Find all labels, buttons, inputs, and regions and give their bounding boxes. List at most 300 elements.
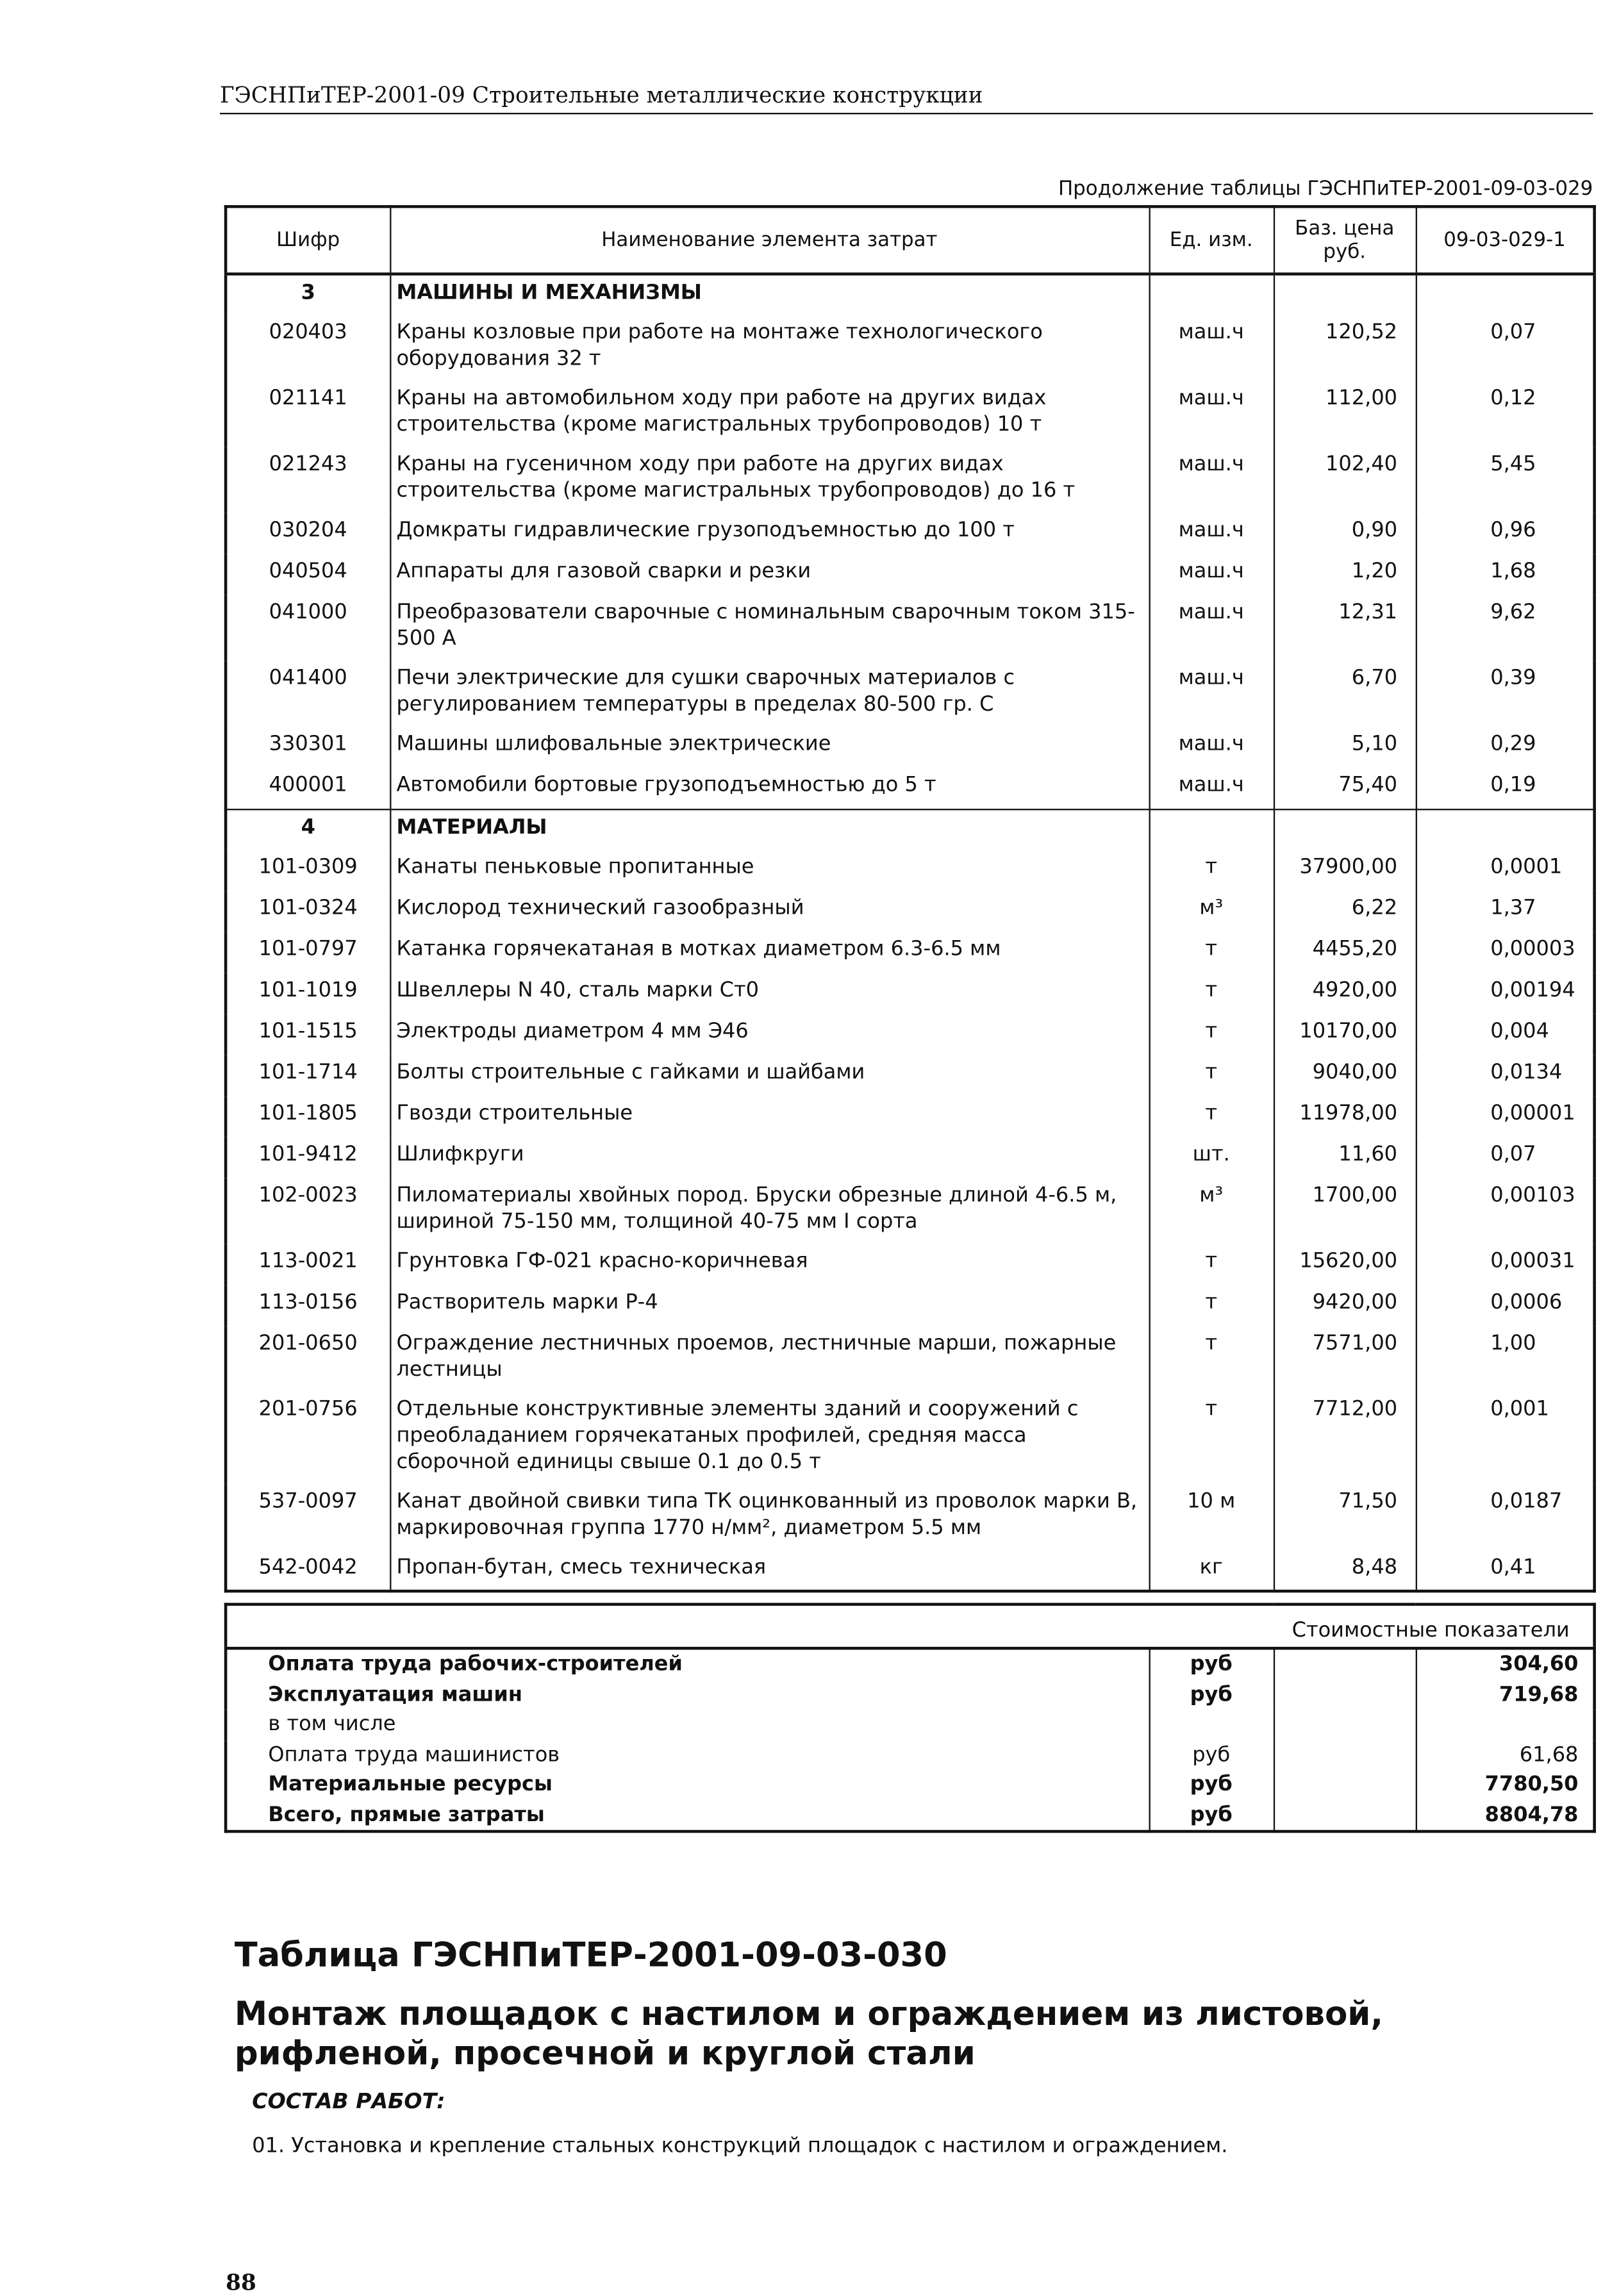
summary-price-cell [1274,1800,1416,1831]
cell-price-text: 11,60 [1338,1143,1398,1166]
table-row [226,1014,1594,1055]
cell-name-text: Краны на гусеничном ходу при работе на других видах строительства (кроме магистральных трубопроводов) до 16 т [396,452,1076,503]
cell-name [390,513,1149,554]
table-row [226,768,1594,809]
cell-name-text: МАТЕРИАЛЫ [396,815,547,839]
cell-unit-text: маш.ч [1178,666,1244,690]
cell-unit [1149,1244,1274,1285]
cell-unit [1149,1484,1274,1550]
cell-value-text: 0,004 [1490,1020,1549,1043]
cell-price-text: 9040,00 [1312,1061,1398,1084]
cell-unit-text: м³ [1199,896,1224,920]
cell-code-text: 041400 [269,666,347,690]
cell-unit [1149,1550,1274,1591]
cell-name [390,768,1149,809]
cell-value [1416,809,1595,850]
summary-unit-cell: руб [1149,1800,1274,1831]
cost-summary-table [224,1603,1596,1833]
cell-code [226,554,390,595]
cell-code [226,1178,390,1244]
cell-name-text: Канат двойной свивки типа ТК оцинкованный из проволок марки В, маркировочная группа 1770 н/мм², диаметром 5.5 мм [396,1490,1138,1540]
table-row [226,1137,1594,1178]
cell-price-text: 15620,00 [1299,1250,1398,1273]
table-row [226,1392,1594,1484]
cell-code-text: 101-1714 [258,1061,358,1084]
summary-row [226,1648,1594,1680]
cell-value-text: 0,00003 [1490,937,1575,961]
summary-label-cell: Оплата труда машинистов [268,1742,560,1767]
cell-price-text: 5,10 [1351,732,1398,756]
cell-value [1416,1137,1595,1178]
cell-unit [1149,850,1274,891]
cell-unit [1149,1392,1274,1484]
cell-value [1416,1484,1595,1550]
cell-code-text: 3 [301,281,315,305]
cell-value [1416,513,1595,554]
cell-value [1416,1392,1595,1484]
cell-code [226,381,390,447]
work-item: 01. Установка и крепление стальных конструкций площадок с настилом и ограждением. [252,2135,1228,2158]
cell-value [1416,274,1595,315]
table-row [226,661,1594,727]
cell-price-text: 71,50 [1338,1490,1398,1514]
cell-value-text: 0,0134 [1490,1061,1563,1084]
cell-unit [1149,768,1274,809]
cell-name-text: Швеллеры N 40, сталь марки Ст0 [396,979,759,1002]
cell-name [390,727,1149,768]
cell-code [226,1137,390,1178]
cell-value [1416,727,1595,768]
cell-value [1416,1178,1595,1244]
cell-unit [1149,1178,1274,1244]
cell-value [1416,1244,1595,1285]
cell-code [226,891,390,932]
summary-value-cell: 8804,78 [1416,1800,1595,1831]
cell-name-text: Пиломатериалы хвойных пород. Бруски обрезные длиной 4-6.5 м, шириной 75-150 мм, толщиной 40-75 мм I сорта [396,1184,1117,1234]
work-composition-label: СОСТАВ РАБОТ: [252,2090,445,2115]
cell-name-text: Краны козловые при работе на монтаже технологического оборудования 32 т [396,320,1043,371]
cell-name [390,447,1149,513]
cell-code-text: 101-0797 [258,937,358,961]
cell-code-text: 201-0756 [258,1398,358,1421]
cell-value-text: 0,0001 [1490,855,1563,879]
cell-code [226,1285,390,1326]
cell-price [1274,768,1416,809]
table-header-row [226,206,1594,274]
table-row [226,1326,1594,1392]
cell-code-text: 020403 [269,320,347,345]
cell-price-text: 10170,00 [1299,1020,1398,1043]
cell-value [1416,315,1595,381]
cell-value-text: 0,00103 [1490,1184,1575,1207]
cell-code-text: 101-0324 [258,896,358,920]
cell-unit-text: т [1205,1061,1218,1084]
summary-unit-cell [1149,1710,1274,1740]
summary-value-cell: 61,68 [1416,1740,1595,1770]
table-row [226,1055,1594,1096]
summary-price-cell [1274,1680,1416,1710]
cell-value [1416,554,1595,595]
cell-name-text: Машины шлифовальные электрические [396,732,831,756]
cell-value [1416,973,1595,1014]
cell-name-text: Пропан-бутан, смесь техническая [396,1556,767,1580]
cell-price [1274,932,1416,973]
summary-value-cell [1416,1710,1595,1740]
cell-price [1274,554,1416,595]
cell-price-text: 75,40 [1338,773,1398,797]
cell-value [1416,447,1595,513]
cell-unit [1149,513,1274,554]
cell-name-text: Ограждение лестничных проемов, лестничные марши, пожарные лестницы [396,1332,1117,1382]
cell-price-text: 12,31 [1338,600,1398,625]
cell-code-text: 4 [301,815,315,839]
cell-unit-text: т [1205,1250,1218,1273]
cell-code [226,661,390,727]
summary-label-cell: Всего, прямые затраты [268,1803,545,1826]
cell-unit-text: т [1205,1332,1218,1355]
header-unit: Ед. изм. [1149,206,1274,274]
cell-code [226,1484,390,1550]
cell-code-text: 101-0309 [258,855,358,879]
cell-value-text: 0,0006 [1490,1291,1563,1314]
cell-unit-text: т [1205,979,1218,1002]
cell-name [390,1178,1149,1244]
cell-price [1274,595,1416,661]
cell-price-text: 9420,00 [1312,1291,1398,1314]
cell-unit-text: 10 м [1187,1490,1236,1514]
resource-table [224,205,1596,1592]
cell-code-text: 330301 [269,732,347,756]
cell-unit [1149,1096,1274,1137]
cell-price [1274,1484,1416,1550]
summary-label-cell: Эксплуатация машин [268,1682,522,1706]
table-row [226,315,1594,381]
summary-label-cell: Оплата труда рабочих-строителей [268,1653,683,1676]
cell-code [226,1550,390,1591]
cell-value [1416,381,1595,447]
cell-code-text: 537-0097 [258,1490,358,1514]
cell-price [1274,1285,1416,1326]
cell-name [390,809,1149,850]
cell-unit [1149,1326,1274,1392]
table-row [226,727,1594,768]
cell-price [1274,315,1416,381]
cell-name [390,595,1149,661]
table-row [226,932,1594,973]
cell-name-text: Домкраты гидравлические грузоподъемностью до 100 т [396,518,1015,542]
cell-unit-text: м³ [1199,1184,1224,1207]
cell-price-text: 102,40 [1325,452,1398,477]
cell-price-text: 4920,00 [1312,979,1398,1002]
cell-price [1274,1326,1416,1392]
cell-price [1274,1055,1416,1096]
cell-code [226,1096,390,1137]
cell-code [226,315,390,381]
cell-unit [1149,274,1274,315]
cell-unit-text: маш.ч [1178,320,1244,345]
summary-caption: Стоимостные показатели [226,1605,1594,1649]
cell-value [1416,891,1595,932]
table-row [226,1484,1594,1550]
table-row [226,554,1594,595]
cell-code-text: 113-0156 [258,1291,358,1314]
cell-price-text: 11978,00 [1299,1102,1398,1125]
cell-unit-text: маш.ч [1178,732,1244,756]
cell-unit [1149,1014,1274,1055]
cell-price [1274,447,1416,513]
cell-unit [1149,973,1274,1014]
cell-name [390,1244,1149,1285]
summary-row [226,1740,1594,1770]
cell-unit [1149,447,1274,513]
cell-unit-text: кг [1199,1556,1223,1580]
cell-name [390,1484,1149,1550]
cell-price [1274,809,1416,850]
cell-code-text: 041000 [269,600,347,625]
cell-value [1416,1014,1595,1055]
cell-value-text: 0,12 [1490,386,1536,411]
cell-unit-text: маш.ч [1178,386,1244,411]
cell-unit-text: т [1205,937,1218,961]
cell-value-text: 5,45 [1490,452,1536,477]
cell-unit-text: т [1205,1398,1218,1421]
cell-code [226,1244,390,1285]
summary-label-cell: Материальные ресурсы [268,1772,553,1797]
cell-price-text: 37900,00 [1299,855,1398,879]
cell-unit [1149,1285,1274,1326]
cell-value-text: 0,41 [1490,1556,1536,1580]
cell-code [226,727,390,768]
summary-label-cell: в том числе [268,1712,396,1737]
cell-name [390,1137,1149,1178]
cell-unit-text: маш.ч [1178,773,1244,797]
cell-code [226,595,390,661]
cell-unit [1149,554,1274,595]
cell-code-text: 040504 [269,559,347,583]
cell-value [1416,1055,1595,1096]
cell-value-text: 0,96 [1490,518,1536,542]
cell-price [1274,1014,1416,1055]
running-head: ГЭСНПиТЕР-2001-09 Строительные металлические конструкции [219,82,983,109]
header-code: Шифр [226,206,390,274]
summary-value-cell: 304,60 [1416,1648,1595,1680]
summary-price-cell [1274,1648,1416,1680]
cell-unit-text: шт. [1192,1143,1230,1166]
cell-value-text: 0,0187 [1490,1490,1563,1514]
cell-unit-text: т [1205,1102,1218,1125]
section-row [226,809,1594,850]
summary-unit-cell: руб [1149,1740,1274,1770]
cell-name [390,1550,1149,1591]
cell-name [390,274,1149,315]
cell-code [226,768,390,809]
summary-unit-cell: руб [1149,1770,1274,1800]
cell-name-text: Болты строительные с гайками и шайбами [396,1061,865,1084]
cell-code [226,274,390,315]
cell-price [1274,973,1416,1014]
cell-price [1274,1137,1416,1178]
cell-price [1274,850,1416,891]
summary-price-cell [1274,1770,1416,1800]
cell-value [1416,1550,1595,1591]
cell-value-text: 1,37 [1490,896,1536,920]
summary-row [226,1710,1594,1740]
table-row [226,381,1594,447]
cell-name [390,554,1149,595]
cell-price [1274,1392,1416,1484]
table-row [226,595,1594,661]
header-name: Наименование элемента затрат [390,206,1149,274]
cell-name-text: МАШИНЫ И МЕХАНИЗМЫ [396,281,702,305]
cell-unit-text: т [1205,855,1218,879]
cell-value [1416,932,1595,973]
cell-unit-text: маш.ч [1178,600,1244,625]
cell-name [390,1285,1149,1326]
cell-name-text: Отдельные конструктивные элементы зданий и сооружений с преобладанием горячекатаных профилей, средняя масса сборочной единицы свыше 0.1 до 0.5 т [396,1398,1079,1474]
cell-code [226,447,390,513]
summary-caption-row [226,1605,1594,1649]
cell-price [1274,661,1416,727]
cell-price-text: 7712,00 [1312,1398,1398,1421]
cell-unit [1149,932,1274,973]
cell-value [1416,1096,1595,1137]
cell-price-text: 1700,00 [1312,1184,1398,1207]
cell-name-text: Печи электрические для сушки сварочных материалов с регулированием температуры в пределах 80-500 гр. С [396,666,1015,717]
cell-value [1416,1285,1595,1326]
cell-name-text: Аппараты для газовой сварки и резки [396,559,811,583]
cell-name-text: Преобразователи сварочные с номинальным сварочным током 315-500 А [396,600,1135,651]
cell-value-text: 0,00001 [1490,1102,1575,1125]
cell-code [226,932,390,973]
cell-name [390,932,1149,973]
cell-code [226,513,390,554]
cell-price [1274,1178,1416,1244]
cell-name [390,381,1149,447]
summary-unit-cell: руб [1149,1648,1274,1680]
cell-name [390,891,1149,932]
cell-code [226,1055,390,1096]
summary-row [226,1770,1594,1800]
table-row [226,447,1594,513]
cell-name-text: Гвозди строительные [396,1102,633,1125]
cell-name [390,315,1149,381]
cell-code-text: 400001 [269,773,347,797]
summary-row [226,1800,1594,1831]
cell-name [390,661,1149,727]
page-number: 88 [226,2269,256,2296]
cell-price-text: 6,22 [1351,896,1398,920]
cell-unit [1149,381,1274,447]
summary-value-cell: 719,68 [1416,1680,1595,1710]
cell-price [1274,727,1416,768]
header-rule [220,113,1593,114]
cell-code-text: 113-0021 [258,1250,358,1273]
cell-price-text: 112,00 [1325,386,1398,411]
cell-unit-text: т [1205,1020,1218,1043]
cell-unit [1149,1137,1274,1178]
cell-value-text: 1,68 [1490,559,1536,583]
cell-value-text: 9,62 [1490,600,1536,625]
cell-name [390,850,1149,891]
cell-unit-text: маш.ч [1178,559,1244,583]
next-table-subtitle: Монтаж площадок с настилом и ограждением из листовой, рифленой, просечной и круглой стали [234,1995,1383,2074]
cell-code-text: 101-9412 [258,1143,358,1166]
cell-name-text: Катанка горячекатаная в мотках диаметром 6.3-6.5 мм [396,937,1001,961]
cell-value [1416,768,1595,809]
cell-code [226,850,390,891]
cell-value-text: 0,29 [1490,732,1536,756]
cell-code [226,1392,390,1484]
summary-row [226,1680,1594,1710]
summary-unit-cell: руб [1149,1680,1274,1710]
cell-name [390,1014,1149,1055]
summary-price-cell [1274,1710,1416,1740]
cell-code [226,1014,390,1055]
cell-unit [1149,727,1274,768]
cell-price-text: 1,20 [1351,559,1398,583]
cell-price [1274,513,1416,554]
cell-unit [1149,809,1274,850]
table-continuation-label: Продолжение таблицы ГЭСНПиТЕР-2001-09-03-029 [1058,177,1593,201]
cell-price [1274,381,1416,447]
cell-value-text: 0,00194 [1490,979,1575,1002]
cell-unit-text: т [1205,1291,1218,1314]
cell-unit [1149,595,1274,661]
cell-name-text: Кислород технический газообразный [396,896,804,920]
cell-value [1416,1326,1595,1392]
cell-code [226,1326,390,1392]
cell-code-text: 201-0650 [258,1332,358,1355]
header-price: Баз. цена руб. [1274,206,1416,274]
summary-value-cell: 7780,50 [1416,1770,1595,1800]
cell-price-text: 7571,00 [1312,1332,1398,1355]
table-row [226,891,1594,932]
cell-price-text: 8,48 [1351,1556,1398,1580]
cell-value-text: 0,07 [1490,320,1536,345]
cell-name-text: Растворитель марки Р-4 [396,1291,658,1314]
cell-price [1274,1096,1416,1137]
cell-name [390,1096,1149,1137]
cell-code [226,809,390,850]
cell-unit [1149,661,1274,727]
section-row [226,274,1594,315]
cell-value-text: 0,07 [1490,1143,1536,1166]
cell-name-text: Грунтовка ГФ-021 красно-коричневая [396,1250,808,1273]
next-table-title: Таблица ГЭСНПиТЕР-2001-09-03-030 [234,1937,947,1976]
cell-name-text: Канаты пеньковые пропитанные [396,855,754,879]
summary-price-cell [1274,1740,1416,1770]
cell-name [390,1055,1149,1096]
cell-code-text: 021141 [269,386,347,411]
table-row [226,1178,1594,1244]
cell-code-text: 030204 [269,518,347,542]
cell-name [390,1326,1149,1392]
cell-code [226,973,390,1014]
table-row [226,850,1594,891]
cell-unit [1149,315,1274,381]
cell-unit [1149,891,1274,932]
cell-price [1274,1244,1416,1285]
cell-unit [1149,1055,1274,1096]
cell-price-text: 0,90 [1351,518,1398,542]
header-value: 09-03-029-1 [1416,206,1595,274]
table-row [226,1550,1594,1591]
cell-value-text: 0,00031 [1490,1250,1575,1273]
cell-code-text: 542-0042 [258,1556,358,1580]
cell-code-text: 101-1019 [258,979,358,1002]
cell-price [1274,274,1416,315]
cell-price-text: 120,52 [1325,320,1398,345]
